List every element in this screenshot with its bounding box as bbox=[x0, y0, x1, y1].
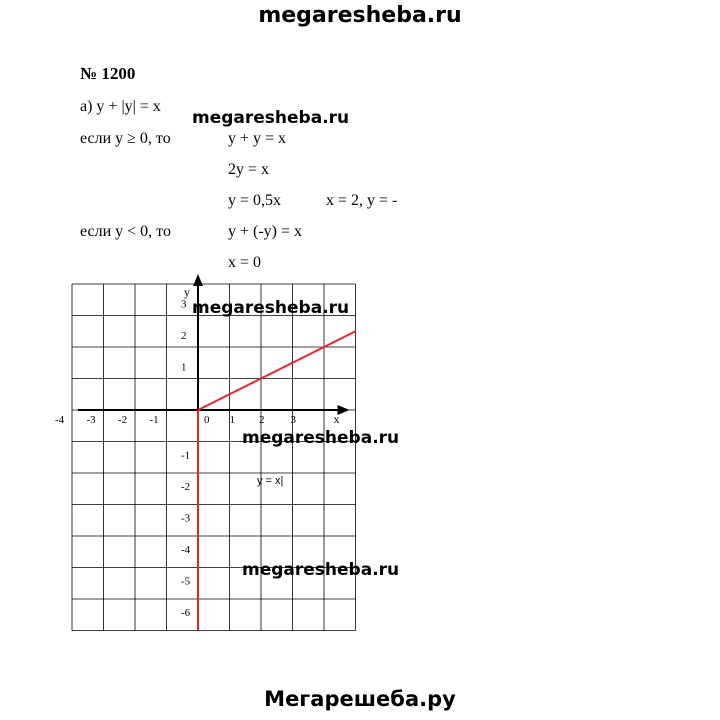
case1-point: x = 2, y = - bbox=[326, 192, 398, 209]
y-axis-arrow bbox=[193, 274, 203, 286]
y-tick-label: -6 bbox=[181, 607, 191, 619]
case1-equation-1: y + y = x bbox=[228, 130, 287, 147]
origin-label: 0 bbox=[204, 414, 210, 426]
y-axis-label: y bbox=[184, 285, 190, 299]
problem-number: № 1200 bbox=[80, 64, 136, 83]
x-tick-label: -4 bbox=[55, 414, 65, 426]
x-tick-label: -2 bbox=[118, 414, 128, 426]
watermark: megaresheba.ru bbox=[242, 560, 400, 580]
x-tick-label: -3 bbox=[86, 414, 96, 426]
part-a-equation: а) y + |y| = x bbox=[80, 98, 161, 115]
y-tick-label: -5 bbox=[181, 575, 191, 588]
curve-label: y = x| bbox=[257, 475, 284, 487]
site-header: megaresheba.ru bbox=[258, 3, 462, 28]
case2-condition: если y < 0, то bbox=[80, 223, 171, 240]
x-axis-label: x bbox=[333, 412, 340, 426]
case2-equation-1: y + (-y) = x bbox=[228, 223, 303, 240]
case1-equation-3: y = 0,5x bbox=[228, 192, 282, 209]
y-tick-label: -4 bbox=[181, 544, 191, 556]
y-tick-label: 3 bbox=[181, 298, 187, 311]
y-tick-label: 2 bbox=[181, 330, 187, 342]
x-tick-label: 1 bbox=[229, 414, 235, 426]
site-footer: Мегарешеба.ру bbox=[264, 687, 456, 711]
y-tick-label: -1 bbox=[181, 449, 191, 462]
watermark: megaresheba.ru bbox=[192, 108, 350, 128]
y-tick-label: -2 bbox=[181, 481, 191, 493]
y-tick-label: 1 bbox=[181, 361, 187, 374]
watermark: megaresheba.ru bbox=[192, 298, 350, 318]
series-line bbox=[198, 331, 356, 410]
y-tick-label: -3 bbox=[181, 512, 191, 525]
case1-condition: если y ≥ 0, то bbox=[80, 130, 171, 147]
watermark: megaresheba.ru bbox=[242, 428, 400, 448]
x-tick-label: 3 bbox=[290, 414, 296, 426]
x-tick-label: -1 bbox=[149, 414, 159, 426]
case2-equation-2: x = 0 bbox=[228, 254, 262, 271]
case1-equation-2: 2y = x bbox=[228, 161, 270, 178]
x-tick-label: 2 bbox=[259, 414, 265, 426]
